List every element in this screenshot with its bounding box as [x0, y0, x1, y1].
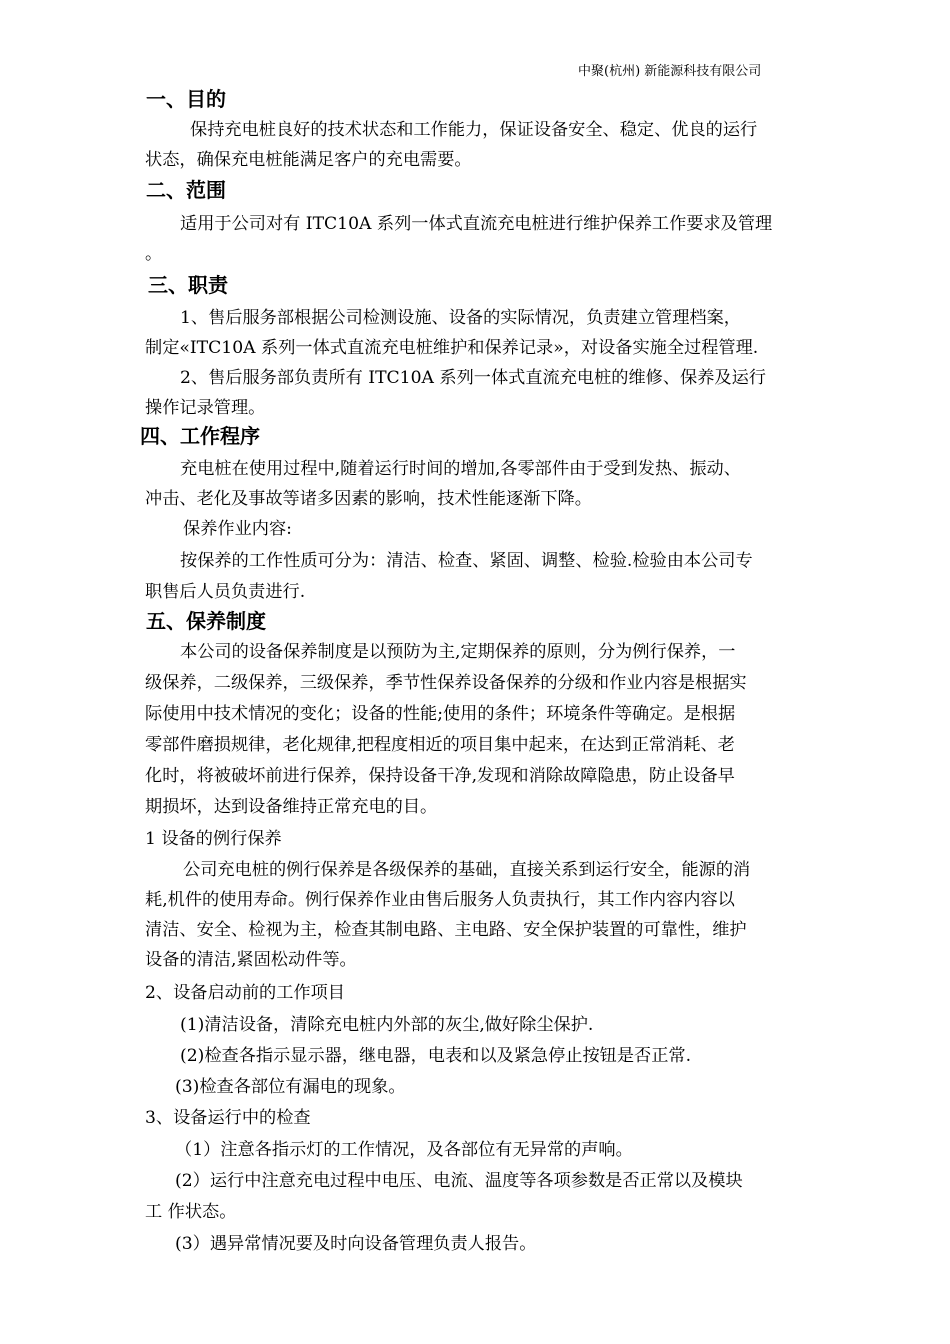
list-item: (3）遇异常情况要及时向设备管理负责人报告。 — [175, 1234, 537, 1254]
list-item: (2）运行中注意充电过程中电压、电流、温度等各项参数是否正常以及模块 — [175, 1171, 743, 1191]
paragraph-line: 操作记录管理。 — [145, 398, 266, 418]
paragraph-line: 保养作业内容: — [183, 519, 292, 539]
paragraph-line: 化时，将被破坏前进行保养，保持设备干净,发现和消除故障隐患，防止设备早 — [145, 766, 735, 786]
paragraph-line: 工 作状态。 — [145, 1202, 237, 1222]
subsection-title: 1 设备的例行保养 — [145, 829, 282, 849]
paragraph-line: 耗,机件的使用寿命。例行保养作业由售后服务人负责执行，其工作内容内容以 — [145, 890, 735, 910]
paragraph-line: 保持充电桩良好的技术状态和工作能力，保证设备安全、稳定、优良的运行 — [190, 120, 758, 140]
paragraph-line: 级保养，二级保养，三级保养，季节性保养设备保养的分级和作业内容是根据实 — [145, 673, 747, 693]
subsection-title: 2、设备启动前的工作项目 — [145, 983, 345, 1003]
paragraph-line: 期损坏，达到设备维持正常充电的目。 — [145, 797, 438, 817]
section-heading-scope: 二、范围 — [146, 178, 226, 202]
paragraph-line: 充电桩在使用过程中,随着运行时间的增加,各零部件由于受到发热、振动、 — [180, 459, 741, 479]
paragraph-line: 状态，确保充电桩能满足客户的充电需要。 — [145, 150, 472, 170]
paragraph-line: 际使用中技术情况的变化；设备的性能;使用的条件；环境条件等确定。是根据 — [145, 704, 736, 724]
paragraph-line: 职售后人员负责进行. — [145, 582, 306, 602]
list-item: （1）注意各指示灯的工作情况，及各部位有无异常的声响。 — [175, 1140, 633, 1160]
section-heading-responsibilities: 三、职责 — [148, 273, 228, 297]
company-header: 中聚(杭州) 新能源科技有限公司 — [578, 64, 762, 79]
paragraph-line: 本公司的设备保养制度是以预防为主,定期保养的原则，分为例行保养，一 — [180, 642, 736, 662]
section-heading-procedure: 四、工作程序 — [140, 424, 260, 448]
paragraph-line: 零部件磨损规律，老化规律,把程度相近的项目集中起来，在达到正常消耗、老 — [145, 735, 735, 755]
paragraph-line: 适用于公司对有 ITC10A 系列一体式直流充电桩进行维护保养工作要求及管理 — [180, 214, 773, 234]
paragraph-line: 清洁、安全、检视为主，检查其制电路、主电路、安全保护装置的可靠性，维护 — [145, 920, 747, 940]
subsection-title: 3、设备运行中的检查 — [145, 1108, 311, 1128]
section-heading-purpose: 一、目的 — [146, 87, 226, 111]
list-item: (2)检查各指示显示器，继电器，电表和以及紧急停止按钮是否正常. — [180, 1046, 692, 1066]
paragraph-line: 冲击、老化及事故等诸多因素的影响，技术性能逐渐下降。 — [145, 489, 592, 509]
paragraph-line: 。 — [145, 244, 163, 264]
paragraph-line: 公司充电桩的例行保养是各级保养的基础，直接关系到运行安全，能源的消 — [183, 860, 751, 880]
section-heading-maintenance-system: 五、保养制度 — [146, 609, 266, 633]
paragraph-line: 1、售后服务部根据公司检测设施、设备的实际情况，负责建立管理档案， — [180, 308, 741, 328]
paragraph-line: 2、售后服务部负责所有 ITC10A 系列一体式直流充电桩的维修、保养及运行 — [180, 368, 766, 388]
list-item: (1)清洁设备，清除充电桩内外部的灰尘,做好除尘保护. — [180, 1015, 594, 1035]
paragraph-line: 制定«ITC10A 系列一体式直流充电桩维护和保养记录»，对设备实施全过程管理. — [145, 338, 759, 358]
paragraph-line: 按保养的工作性质可分为：清洁、检查、紧固、调整、检验.检验由本公司专 — [180, 551, 753, 571]
paragraph-line: 设备的清洁,紧固松动件等。 — [145, 950, 357, 970]
list-item: (3)检查各部位有漏电的现象。 — [175, 1077, 406, 1097]
